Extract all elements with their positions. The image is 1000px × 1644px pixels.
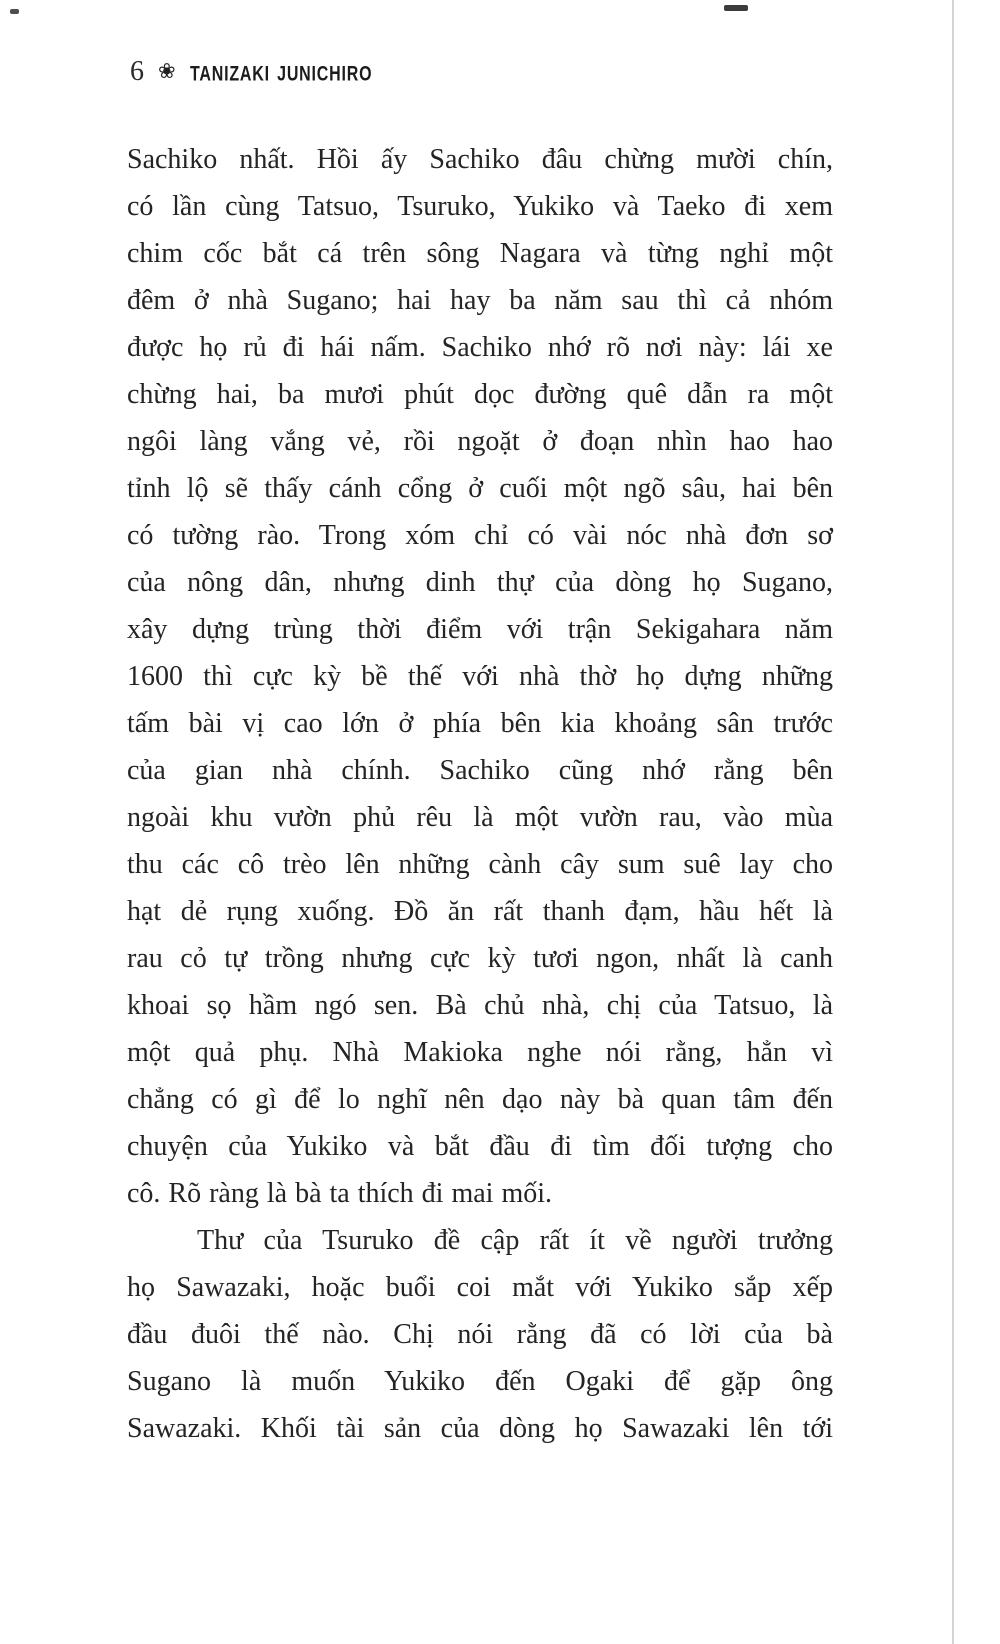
text-line: của gian nhà chính. Sachiko cũng nhớ rằng bên: [127, 755, 833, 786]
scan-artifact-left: [10, 9, 19, 14]
text-line: hạt dẻ rụng xuống. Đồ ăn rất thanh đạm, hầu hết là: [127, 896, 833, 927]
text-line: tỉnh lộ sẽ thấy cánh cổng ở cuối một ngõ sâu, hai bên: [127, 473, 833, 504]
text-line: chừng hai, ba mươi phút dọc đường quê dẫn ra một: [127, 379, 833, 410]
text-line: chim cốc bắt cá trên sông Nagara và từng nghỉ một: [127, 238, 833, 269]
text-line: Thư của Tsuruko đề cập rất ít về người trưởng: [197, 1225, 833, 1256]
text-line: Sawazaki. Khối tài sản của dòng họ Sawazaki lên tới: [127, 1413, 833, 1444]
text-line: một quả phụ. Nhà Makioka nghe nói rằng, hẳn vì: [127, 1037, 833, 1068]
text-line: xây dựng trùng thời điểm với trận Sekigahara năm: [127, 614, 833, 645]
text-line: thu các cô trèo lên những cành cây sum suê lay cho: [127, 849, 833, 880]
text-line: được họ rủ đi hái nấm. Sachiko nhớ rõ nơi này: lái xe: [127, 332, 833, 363]
text-line: ngoài khu vườn phủ rêu là một vườn rau, vào mùa: [127, 802, 833, 833]
text-line: cô. Rõ ràng là bà ta thích đi mai mối.: [127, 1178, 553, 1209]
text-line: có lần cùng Tatsuo, Tsuruko, Yukiko và Taeko đi xem: [127, 191, 833, 222]
text-line: tấm bài vị cao lớn ở phía bên kia khoảng sân trước: [127, 708, 833, 739]
text-line: chẳng có gì để lo nghĩ nên dạo này bà quan tâm đến: [127, 1084, 833, 1115]
text-line: đêm ở nhà Sugano; hai hay ba năm sau thì cả nhóm: [127, 285, 833, 316]
text-line: 1600 thì cực kỳ bề thế với nhà thờ họ dựng những: [127, 661, 833, 692]
running-head-author: tanizaki junichiro: [189, 54, 372, 88]
text-line: họ Sawazaki, hoặc buổi coi mắt với Yukiko sắp xếp: [127, 1272, 833, 1303]
flower-icon: ❀: [158, 58, 176, 83]
text-line: đầu đuôi thế nào. Chị nói rằng đã có lời của bà: [127, 1319, 833, 1350]
scan-artifact-top: [724, 5, 748, 11]
text-line: của nông dân, nhưng dinh thự của dòng họ Sugano,: [127, 567, 833, 598]
text-line: khoai sọ hầm ngó sen. Bà chủ nhà, chị của Tatsuo, là: [127, 990, 833, 1021]
text-line: có tường rào. Trong xóm chỉ có vài nóc nhà đơn sơ: [127, 520, 833, 551]
page-number: 6: [130, 55, 144, 87]
text-line: Sugano là muốn Yukiko đến Ogaki để gặp ông: [127, 1366, 833, 1397]
text-line: ngôi làng vắng vẻ, rồi ngoặt ở đoạn nhìn hao hao: [127, 426, 833, 457]
page-body: [127, 136, 833, 1452]
scan-page-edge: [952, 0, 954, 1644]
text-line: Sachiko nhất. Hồi ấy Sachiko đâu chừng mười chín,: [127, 144, 833, 175]
page-header: [130, 55, 418, 88]
text-line: chuyện của Yukiko và bắt đầu đi tìm đối tượng cho: [127, 1131, 833, 1162]
paragraph: [127, 1217, 833, 1452]
paragraph: [127, 136, 833, 1217]
text-line: rau cỏ tự trồng nhưng cực kỳ tươi ngon, nhất là canh: [127, 943, 833, 974]
